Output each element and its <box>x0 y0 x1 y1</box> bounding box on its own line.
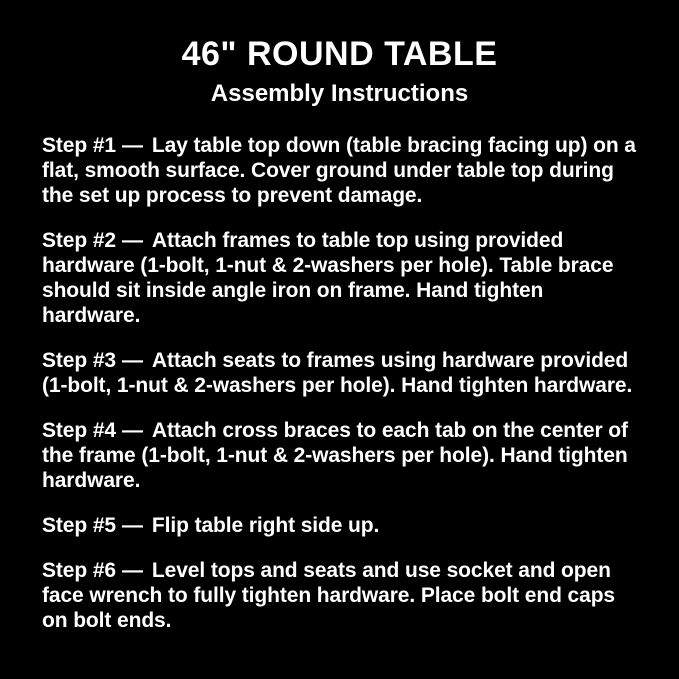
step-2 <box>42 228 637 328</box>
step-2-text: Attach frames to table top using provided hardware (1-bolt, 1-nut & 2-washers per hole). Table brace should sit inside angle iron on frame. Hand tighten hardware. <box>42 228 614 327</box>
step-2-label: Step #2 <box>42 228 116 252</box>
step-1 <box>42 133 637 208</box>
page-title: 46" ROUND TABLE <box>181 35 498 73</box>
step-6 <box>42 558 637 633</box>
step-4-text: Attach cross braces to each tab on the center of the frame (1-bolt, 1-nut & 2-washers per hole). Hand tighten hardware. <box>42 418 628 492</box>
step-4-dash: — <box>122 418 143 442</box>
step-5 <box>42 513 637 538</box>
step-4-label: Step #4 <box>42 418 116 442</box>
step-5-dash: — <box>122 513 143 537</box>
step-3-label: Step #3 <box>42 348 116 372</box>
step-1-dash: — <box>122 133 143 157</box>
step-6-dash: — <box>122 558 143 582</box>
step-3-text: Attach seats to frames using hardware provided (1-bolt, 1-nut & 2-washers per hole). Hand tighten hardware. <box>42 348 633 397</box>
step-1-label: Step #1 <box>42 133 116 157</box>
step-5-label: Step #5 <box>42 513 116 537</box>
step-2-dash: — <box>122 228 143 252</box>
step-6-label: Step #6 <box>42 558 116 582</box>
step-3 <box>42 348 637 398</box>
step-1-text: Lay table top down (table bracing facing up) on a flat, smooth surface. Cover ground under table top during the set up process to prevent damage. <box>42 133 636 207</box>
page-subtitle: Assembly Instructions <box>210 79 469 107</box>
step-4 <box>42 418 637 493</box>
step-5-text: Flip table right side up. <box>151 513 380 537</box>
step-6-text: Level tops and seats and use socket and open face wrench to fully tighten hardware. Place bolt end caps on bolt ends. <box>42 558 616 632</box>
step-3-dash: — <box>122 348 143 372</box>
